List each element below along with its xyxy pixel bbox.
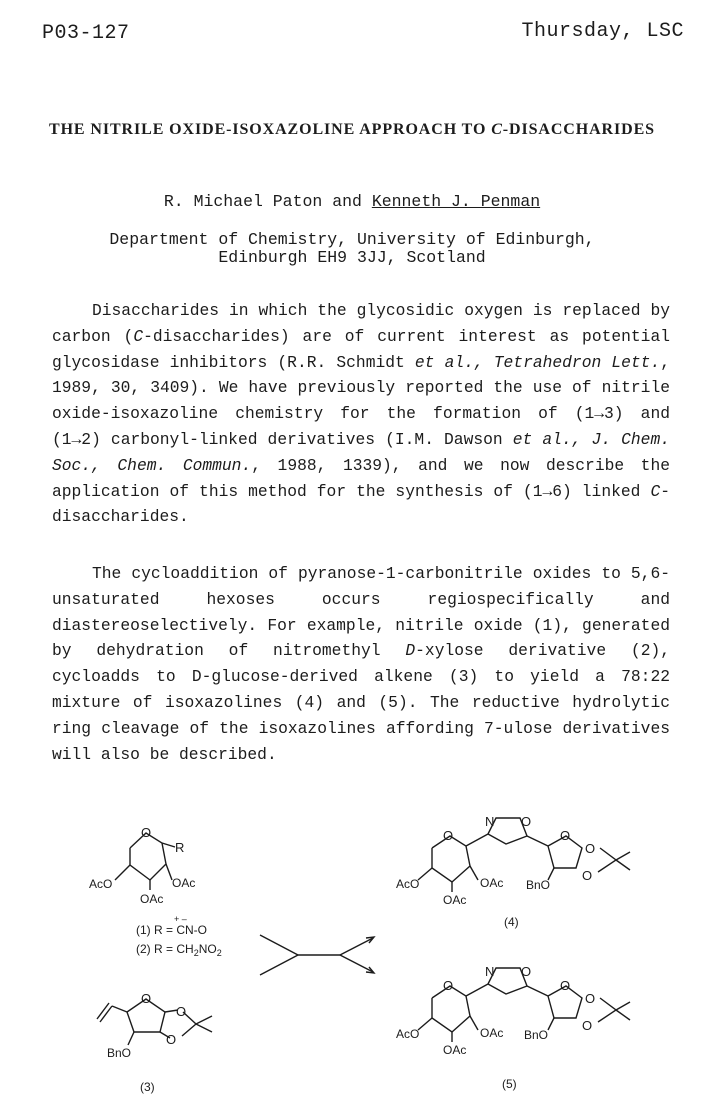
- compound-1-definition: [136, 923, 207, 937]
- compound-label-4: (4): [504, 915, 519, 929]
- text-run: -xylose derivative (2), cycloadds to D-glucose-derived alkene (3) to yield a 78:22 mixture of isoxazolines (4) and (5). The reductive hydrolytic ring cleavage of the isoxazolines affording 7-ulose derivatives will also be described.: [52, 641, 670, 764]
- methyl: [616, 1002, 630, 1010]
- methyl: [616, 860, 630, 870]
- italic-run: D: [405, 641, 416, 661]
- compound-label-3: (3): [140, 1080, 155, 1094]
- abstract-paragraph-2: [52, 561, 670, 767]
- def-text: (1) R = C: [136, 923, 186, 937]
- compound-label-5: (5): [502, 1077, 517, 1091]
- author-2-presenter: Kenneth J. Penman: [371, 192, 541, 211]
- aco-bond: [115, 865, 130, 880]
- poster-code: P03-127: [42, 22, 130, 45]
- compound-2-definition: [136, 942, 222, 958]
- vinyl-double: [97, 1003, 109, 1019]
- author-1: R. Michael Paton: [163, 192, 323, 211]
- pyranose-structure-1: [89, 825, 195, 906]
- isoxazoline-nitrogen: N: [485, 964, 495, 979]
- title-part: -DISACCHARIDES: [502, 121, 655, 138]
- bno-bond: [548, 1018, 554, 1030]
- oac-label: OAc: [172, 876, 196, 890]
- text-run: , 1989, 30, 3409). We have previously reported the use of nitrile oxide-isoxazoline chemistry for the formation of (1→3) and (1→2) carbonyl-linked derivatives (I.M. Dawson: [52, 352, 670, 449]
- affiliation-line-2: Edinburgh EH9 3JJ, Scotland: [218, 248, 486, 267]
- oac-bond: [470, 1016, 478, 1030]
- reaction-connector: [260, 935, 374, 975]
- oac-label: OAc: [443, 1043, 467, 1057]
- reaction-scheme: [0, 800, 704, 1100]
- paper-title: [0, 121, 704, 139]
- ring-oxygen: O: [585, 991, 596, 1006]
- aco-bond: [418, 1018, 432, 1030]
- bno-bond: [128, 1032, 134, 1045]
- italic-run: et al., J. Chem. Soc., Chem. Commun.: [52, 429, 670, 475]
- ring-oxygen: O: [141, 825, 152, 840]
- author-line: [0, 192, 704, 211]
- oac-label: OAc: [480, 876, 504, 890]
- r-substituent: R: [175, 840, 185, 855]
- ring-oxygen: O: [582, 1018, 593, 1033]
- ring-oxygen: O: [176, 1004, 187, 1019]
- text-run: , 1988, 1339), and we now describe the application of this method for the synthesis of (1→6) linked: [52, 455, 670, 501]
- italic-run: C: [650, 481, 661, 501]
- text-run: Disaccharides in which the glycosidic oxygen is replaced by carbon (: [52, 301, 670, 346]
- title-italic-c: C: [491, 121, 503, 138]
- connector-line: [260, 935, 298, 955]
- methyl: [196, 1016, 212, 1024]
- isoxazoline-oxygen: O: [521, 964, 532, 979]
- linker-bond: [466, 834, 488, 846]
- linker-bond: [527, 986, 548, 996]
- ring-oxygen: O: [560, 978, 571, 993]
- methyl: [616, 852, 630, 860]
- ring-oxygen: O: [443, 828, 454, 843]
- aco-bond: [418, 868, 432, 880]
- oac-label: OAc: [443, 893, 467, 907]
- subscript: 2: [216, 948, 222, 958]
- def-text: NO: [198, 942, 217, 956]
- oac-label: OAc: [480, 1026, 504, 1040]
- author-joiner: and: [322, 192, 372, 211]
- bno-label: BnO: [524, 1028, 549, 1042]
- oac-label: OAc: [140, 892, 164, 906]
- linker-bond: [466, 984, 488, 996]
- bno-label: BnO: [526, 878, 551, 892]
- aco-label: AcO: [396, 877, 420, 891]
- isopropylidene: [598, 848, 616, 872]
- def-text: N-O: [185, 923, 208, 937]
- methyl: [196, 1024, 212, 1032]
- aco-label: AcO: [89, 877, 113, 891]
- affiliation-line-1: Department of Chemistry, University of Edinburgh,: [109, 230, 595, 249]
- title-part: THE NITRILE OXIDE-ISOXAZOLINE APPROACH TO: [49, 121, 492, 138]
- text-run: -disaccharides) are of current interest as potential glycosidase inhibitors (R.R. Schmidt: [52, 326, 670, 372]
- isoxazoline-nitrogen: N: [485, 814, 495, 829]
- connector-arrow-up: [340, 938, 373, 955]
- connector-line: [260, 955, 298, 975]
- charge-labels: + –: [174, 914, 187, 924]
- isoxazoline-oxygen: O: [521, 814, 532, 829]
- oac-bond: [470, 866, 478, 880]
- ring-oxygen: O: [582, 868, 593, 883]
- r-bond: [162, 843, 175, 847]
- ring-oxygen: O: [166, 1032, 177, 1047]
- vinyl-bond: [112, 1006, 127, 1012]
- text-run: -disaccharides.: [52, 481, 670, 527]
- bno-label: BnO: [107, 1046, 132, 1060]
- methyl: [616, 1010, 630, 1020]
- text-run: The cycloaddition of pyranose-1-carbonitrile oxides to 5,6-unsaturated hexoses occurs regiospecifically and diastereoselectively. For example, nitrile oxide (1), generated by dehydration of nitromethyl: [52, 564, 670, 661]
- vinyl-double: [100, 1006, 112, 1022]
- ring-oxygen: O: [560, 828, 571, 843]
- ring-oxygen: O: [141, 991, 152, 1006]
- italic-run: et al., Tetrahedron Lett.: [414, 352, 661, 372]
- italic-run: C: [133, 326, 144, 346]
- abstract-paragraph-1: [52, 298, 670, 530]
- isoxazoline-structure-5: [396, 964, 630, 1057]
- ring-oxygen: O: [443, 978, 454, 993]
- pyranose-ring: [130, 833, 166, 880]
- def-text: (2) R = CH: [136, 942, 194, 956]
- linker-bond: [527, 836, 548, 846]
- isopropylidene: [598, 998, 616, 1022]
- isoxazoline-structure-4: [396, 814, 630, 907]
- subscript: 2: [193, 948, 199, 958]
- ring-oxygen: O: [585, 841, 596, 856]
- aco-label: AcO: [396, 1027, 420, 1041]
- connector-arrow-down: [340, 955, 373, 972]
- alkene-structure-3: [97, 991, 212, 1060]
- session-label: Thursday, LSC: [521, 20, 684, 43]
- affiliation: [0, 231, 704, 267]
